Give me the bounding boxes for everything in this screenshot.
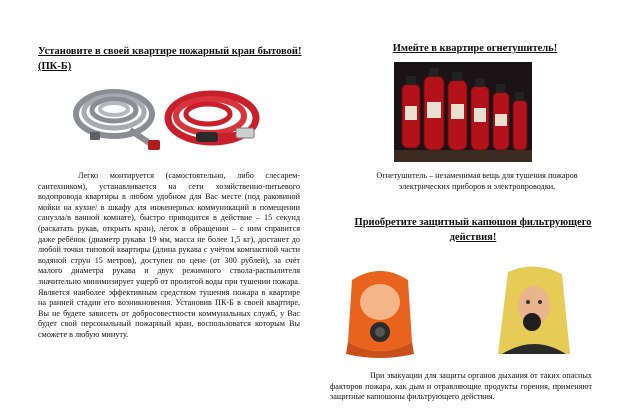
left-body-text — [38, 171, 300, 341]
fire-extinguishers-image — [394, 62, 532, 162]
extinguisher-heading: Имейте в квартире огнетушитель! — [392, 43, 558, 54]
yellow-protective-hood-image — [494, 264, 574, 362]
left-heading: Установите в своей квартире пожарный кран бытовой! (ПК-Б) — [38, 46, 302, 72]
orange-protective-hood-image — [342, 262, 418, 360]
hood-caption: При эвакуации для защиты органов дыхания от таких опасных факторов пожара, как дым и отравляющие продукты горения, применяют защитные капюшоны фильтрующего действия. — [330, 371, 592, 402]
hood-heading: Приобретите защитный капюшон фильтрующего действия! — [354, 217, 592, 243]
extinguisher-caption: Огнетушитель – незаменимая вещь для тушения пожаров электрических приборов и электропроводки. — [376, 171, 578, 191]
left-paragraph: Легко монтируется (самостоятельно, либо слесарем-сантехником), устанавливается на сети хозяйственно-питьевого водопровода квартиры в любом удобном для Вас месте (под раковиной мойки на кухне/ в шкафу для инженерных коммуникаций в помещении санузла/в ванной комнате), быстро приводится в действие – 15 секунд (раскатать рукав, открыть кран), легок в обращении – с ним справится даже ребёнок (диаметр рукава 19 мм, масса не более 1,5 кг), достанет до любой точки типовой квартиры (длина рукава с учётом компактной части водяной струн 15 метров), доступен по цене (от 300 рублей), за счёт малого диаметра рукава и двух режимного ствола-распылителя значительно минимизирует ущерб от пролитой воды при тушении пожара. Является наиболее эффективным средством тушения пожара в квартире на ранней стадии его возникновения. Установив ПК-Б в своей квартире, Вы не будете зависеть от добросовестности коммунальных служб, у Вас будет свой персональный пожарный кран, воспользоватся которым Вы сможете в любую минуту. — [38, 171, 300, 339]
red-fire-hose-image — [162, 78, 262, 158]
grey-fire-hose-image — [70, 78, 162, 154]
